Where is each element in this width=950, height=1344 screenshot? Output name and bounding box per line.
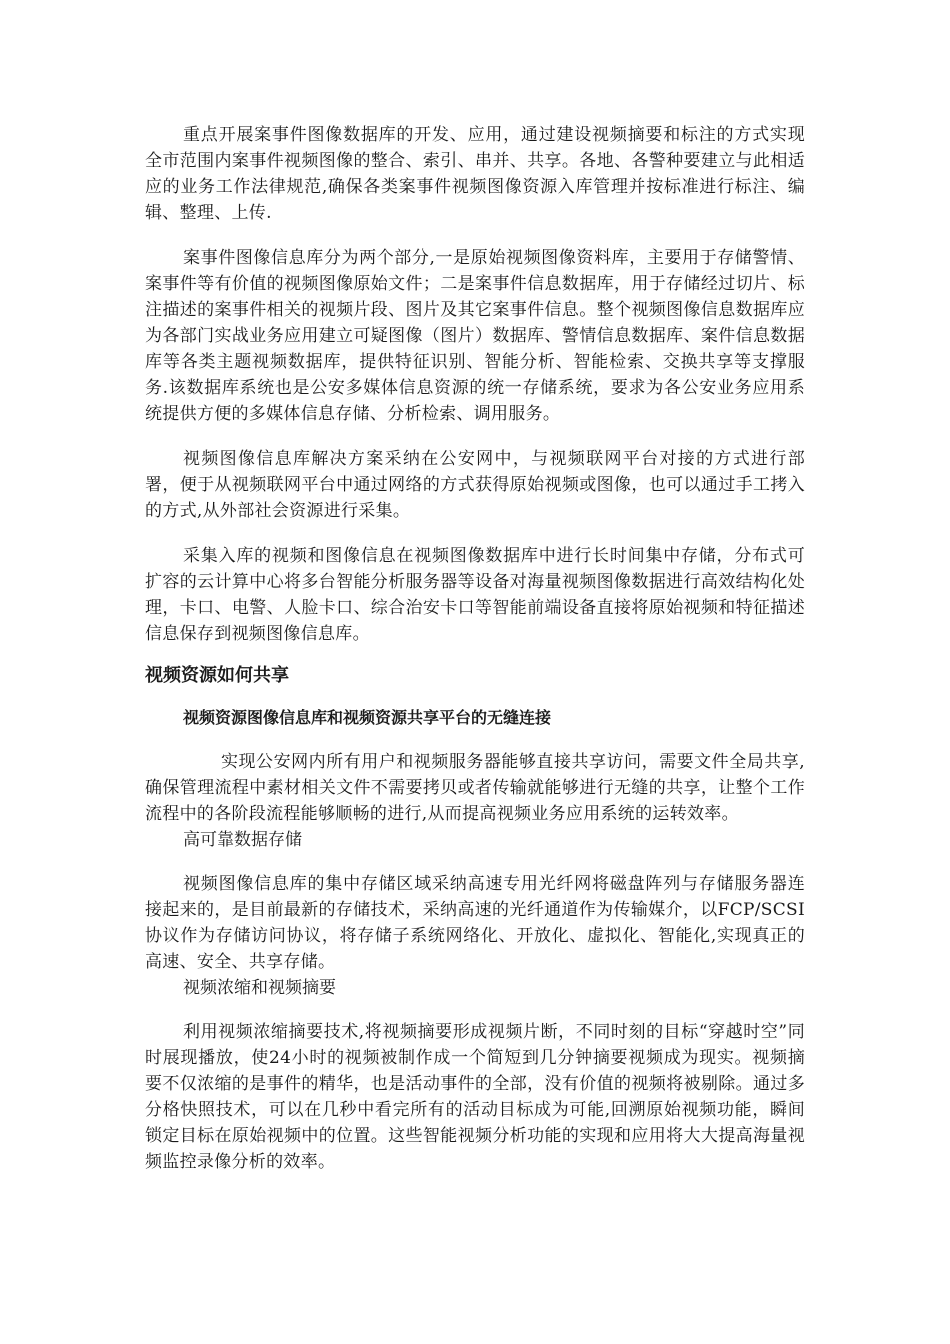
paragraph-collection-storage: 采集入库的视频和图像信息在视频图像数据库中进行长时间集中存储，分布式可扩容的云计算中心将多台智能分析服务器等设备对海量视频图像数据进行高效结构化处理，卡口、电警、人脸卡口、综合治安卡口等智能前端设备直接将原始视频和特征描述信息保存到视频图像信息库。 <box>145 546 805 644</box>
paragraph-sharing: 实现公安网内所有用户和视频服务器能够直接共享访问，需要文件全局共享,确保管理流程中素材相关文件不需要拷贝或者传输就能够进行无缝的共享，让整个工作流程中的各阶段流程能够顺畅的进行,从而提高视频业务应用系统的运转效率。 <box>145 752 805 824</box>
subsection-title: 视频资源图像信息库和视频资源共享平台的无缝连接 <box>183 708 552 727</box>
paragraph-reliable-storage: 视频图像信息库的集中存储区域采纳高速专用光纤网将磁盘阵列与存储服务器连接起来的，是目前最新的存储技术，采纳高速的光纤通道作为传输媒介，以FCP/SCSI协议作为存储访问协议，将存储子系统网络化、开放化、虚拟化、智能化,实现真正的高速、安全、共享存储。 <box>145 874 805 972</box>
document-page <box>145 122 805 1175</box>
heading-video-synopsis: 视频浓缩和视频摘要 <box>183 978 336 998</box>
heading-reliable-storage: 高可靠数据存储 <box>183 830 302 850</box>
paragraph-case-image-database: 重点开展案事件图像数据库的开发、应用，通过建设视频摘要和标注的方式实现全市范围内案事件视频图像的整合、索引、串并、共享。各地、各警种要建立与此相适应的业务工作法律规范,确保各类案事件视频图像资源入库管理并按标准进行标注、编辑、整理、上传. <box>145 125 805 223</box>
paragraph-video-synopsis: 利用视频浓缩摘要技术,将视频摘要形成视频片断，不同时刻的目标“穿越时空”同时展现播放，使24小时的视频被制作成一个简短到几分钟摘要视频成为现实。视频摘要不仅浓缩的是事件的精华，也是活动事件的全部，没有价值的视频将被剔除。通过多分格快照技术，可以在几秒中看完所有的活动目标成为可能,回溯原始视频功能，瞬间锁定目标在原始视频中的位置。这些智能视频分析功能的实现和应用将大大提高海量视频监控录像分析的效率。 <box>145 1022 805 1172</box>
paragraph-deployment: 视频图像信息库解决方案采纳在公安网中，与视频联网平台对接的方式进行部署，便于从视频联网平台中通过网络的方式获得原始视频或图像，也可以通过手工拷入的方式,从外部社会资源进行采集。 <box>145 449 805 521</box>
section-title: 视频资源如何共享 <box>145 665 289 686</box>
paragraph-case-info-library: 案事件图像信息库分为两个部分,一是原始视频图像资料库，主要用于存储警情、案事件等有价值的视频图像原始文件；二是案事件信息数据库，用于存储经过切片、标注描述的案事件相关的视频片段、图片及其它案事件信息。整个视频图像信息数据库应为各部门实战业务应用建立可疑图像（图片）数据库、警情信息数据库、案件信息数据库等各类主题视频数据库，提供特征识别、智能分析、智能检索、交换共享等支撑服务.该数据库系统也是公安多媒体信息资源的统一存储系统，要求为各公安业务应用系统提供方便的多媒体信息存储、分析检索、调用服务。 <box>145 248 805 424</box>
